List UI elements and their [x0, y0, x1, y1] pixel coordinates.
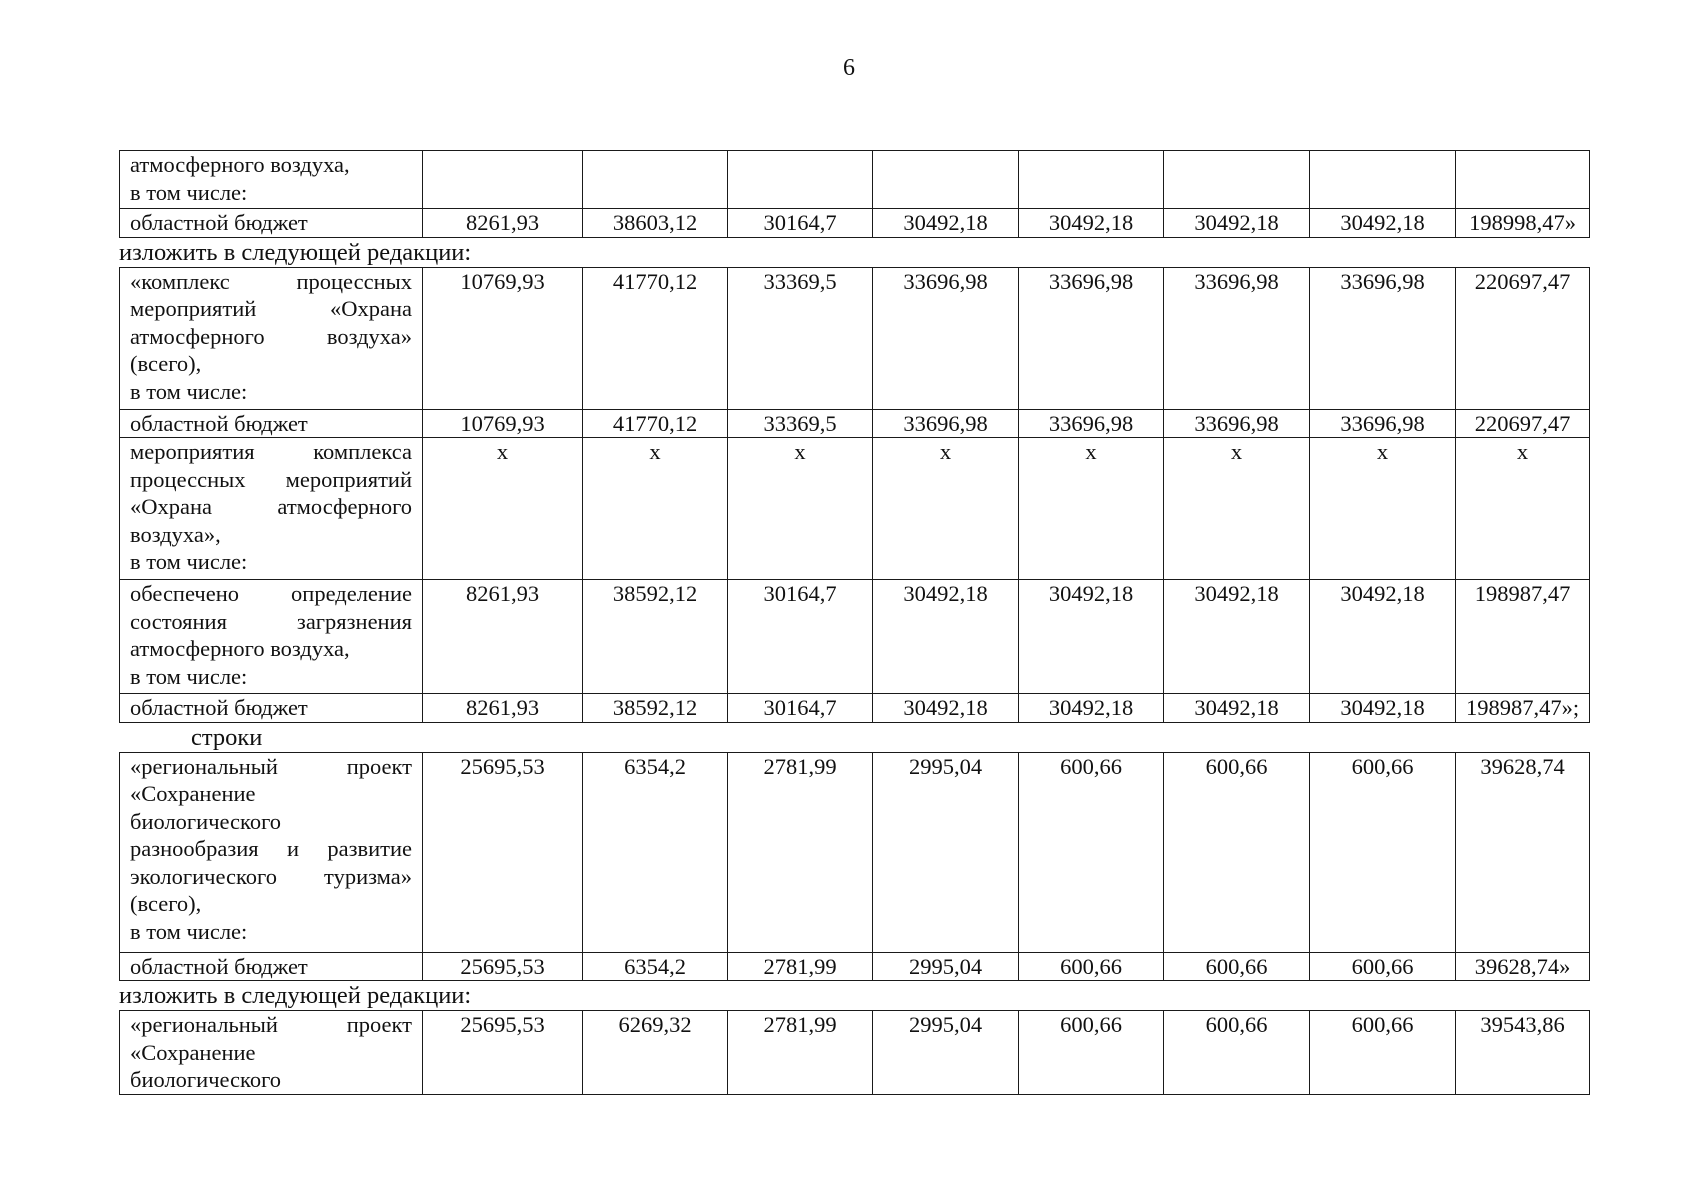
value-cell: 30492,18 — [1310, 580, 1456, 694]
value-cell: 30492,18 — [1019, 209, 1164, 238]
value-cell: 600,66 — [1310, 752, 1456, 952]
value-cell: 600,66 — [1164, 752, 1310, 952]
amendment-instruction: изложить в следующей редакции: — [119, 238, 472, 266]
value-cell: 2781,99 — [728, 752, 873, 952]
value-cell: 8261,93 — [423, 209, 583, 238]
row-label-line: «региональный проект «Сохранение биологического — [130, 1012, 412, 1092]
value-cell: 600,66 — [1019, 952, 1164, 981]
value-cell: 2781,99 — [728, 952, 873, 981]
row-label-line: в том числе: — [130, 549, 248, 574]
value-cell: 10769,93 — [423, 409, 583, 438]
value-cell: 198987,47 — [1456, 580, 1590, 694]
value-cell: 30164,7 — [728, 209, 873, 238]
table-row — [120, 267, 1590, 409]
value-cell: 39628,74 — [1456, 752, 1590, 952]
value-cell: 33696,98 — [1310, 409, 1456, 438]
value-cell — [1310, 151, 1456, 209]
row-label-line: в том числе: — [130, 378, 248, 404]
row-label — [120, 267, 423, 409]
value-cell: 41770,12 — [583, 267, 728, 409]
document-body — [119, 150, 1589, 1095]
value-cell: х — [873, 438, 1019, 580]
value-cell: х — [1164, 438, 1310, 580]
value-cell: х — [1019, 438, 1164, 580]
value-cell: 33696,98 — [1164, 267, 1310, 409]
value-cell: 30492,18 — [1310, 209, 1456, 238]
budget-table — [119, 1010, 1590, 1095]
value-cell: 25695,53 — [423, 752, 583, 952]
row-label — [120, 438, 423, 580]
value-cell: 220697,47 — [1456, 267, 1590, 409]
value-cell: 600,66 — [1019, 1011, 1164, 1095]
value-cell: 41770,12 — [583, 409, 728, 438]
value-cell: 30164,7 — [728, 580, 873, 694]
value-cell: 10769,93 — [423, 267, 583, 409]
amendment-instruction: изложить в следующей редакции: — [119, 982, 472, 1009]
row-label-line: в том числе: — [130, 918, 248, 944]
value-cell — [1456, 151, 1590, 209]
row-label-line: атмосферного воздуха, — [130, 152, 350, 177]
value-cell: 30492,18 — [873, 580, 1019, 694]
value-cell — [1019, 151, 1164, 209]
value-cell: 30492,18 — [1019, 580, 1164, 694]
row-label-line: областной бюджет — [130, 953, 308, 979]
value-cell: 2995,04 — [873, 1011, 1019, 1095]
value-cell — [1164, 151, 1310, 209]
value-cell: 25695,53 — [423, 1011, 583, 1095]
value-cell: 8261,93 — [423, 580, 583, 694]
table-row — [120, 209, 1590, 238]
table-row — [120, 438, 1590, 580]
budget-table — [119, 150, 1590, 238]
row-label-line: областной бюджет — [130, 695, 308, 720]
row-label-line: областной бюджет — [130, 410, 308, 436]
value-cell: 600,66 — [1164, 1011, 1310, 1095]
value-cell: 25695,53 — [423, 952, 583, 981]
row-label — [120, 694, 423, 723]
value-cell: 600,66 — [1019, 752, 1164, 952]
value-cell: 33369,5 — [728, 267, 873, 409]
table-row — [120, 694, 1590, 723]
row-label — [120, 209, 423, 238]
row-label-line: обеспечено определение состояния загрязнения атмосферного воздуха, — [130, 581, 412, 661]
row-label-line: «комплекс процессных мероприятий «Охрана атмосферного воздуха» (всего), — [130, 268, 412, 376]
value-cell: 33696,98 — [1164, 409, 1310, 438]
value-cell: 30492,18 — [1164, 209, 1310, 238]
table-row — [120, 752, 1590, 952]
value-cell: х — [423, 438, 583, 580]
value-cell — [583, 151, 728, 209]
row-label — [120, 752, 423, 952]
value-cell — [728, 151, 873, 209]
value-cell: 220697,47 — [1456, 409, 1590, 438]
value-cell: 198998,47» — [1456, 209, 1590, 238]
value-cell: 6354,2 — [583, 752, 728, 952]
value-cell: 600,66 — [1164, 952, 1310, 981]
row-label — [120, 151, 423, 209]
value-cell: 600,66 — [1310, 952, 1456, 981]
value-cell: 33696,98 — [873, 267, 1019, 409]
value-cell: 2995,04 — [873, 752, 1019, 952]
value-cell: 6269,32 — [583, 1011, 728, 1095]
value-cell: 30492,18 — [873, 209, 1019, 238]
value-cell: 33696,98 — [1310, 267, 1456, 409]
value-cell: х — [1456, 438, 1590, 580]
row-label-line: в том числе: — [130, 663, 248, 689]
table-row — [120, 952, 1590, 981]
value-cell: 38592,12 — [583, 580, 728, 694]
row-label-line: «региональный проект «Сохранение биологического разнообразия и развитие экологического туризма» (всего), — [130, 753, 412, 916]
row-label — [120, 580, 423, 694]
value-cell: х — [1310, 438, 1456, 580]
value-cell: х — [728, 438, 873, 580]
value-cell: 30492,18 — [873, 694, 1019, 723]
value-cell: х — [583, 438, 728, 580]
value-cell: 30492,18 — [1164, 694, 1310, 723]
value-cell: 2781,99 — [728, 1011, 873, 1095]
value-cell: 33369,5 — [728, 409, 873, 438]
value-cell: 30492,18 — [1164, 580, 1310, 694]
value-cell: 198987,47»; — [1456, 694, 1590, 723]
value-cell: 600,66 — [1310, 1011, 1456, 1095]
value-cell: 8261,93 — [423, 694, 583, 723]
table-row — [120, 151, 1590, 209]
value-cell: 39543,86 — [1456, 1011, 1590, 1095]
value-cell: 39628,74» — [1456, 952, 1590, 981]
amendment-instruction: строки — [191, 723, 263, 751]
row-label-line: областной бюджет — [130, 210, 308, 235]
budget-table — [119, 267, 1590, 723]
value-cell — [423, 151, 583, 209]
value-cell: 30164,7 — [728, 694, 873, 723]
value-cell: 33696,98 — [873, 409, 1019, 438]
value-cell: 30492,18 — [1310, 694, 1456, 723]
value-cell — [873, 151, 1019, 209]
row-label — [120, 409, 423, 438]
value-cell: 2995,04 — [873, 952, 1019, 981]
page-number: 6 — [843, 55, 855, 81]
row-label — [120, 1011, 423, 1095]
table-row — [120, 409, 1590, 438]
value-cell: 30492,18 — [1019, 694, 1164, 723]
row-label-line: в том числе: — [130, 179, 248, 205]
budget-table — [119, 752, 1590, 982]
value-cell: 33696,98 — [1019, 267, 1164, 409]
table-row — [120, 580, 1590, 694]
value-cell: 38592,12 — [583, 694, 728, 723]
value-cell: 33696,98 — [1019, 409, 1164, 438]
row-label — [120, 952, 423, 981]
value-cell: 6354,2 — [583, 952, 728, 981]
row-label-line: мероприятия комплекса процессных мероприятий «Охрана атмосферного воздуха», — [130, 439, 412, 547]
table-row — [120, 1011, 1590, 1095]
value-cell: 38603,12 — [583, 209, 728, 238]
